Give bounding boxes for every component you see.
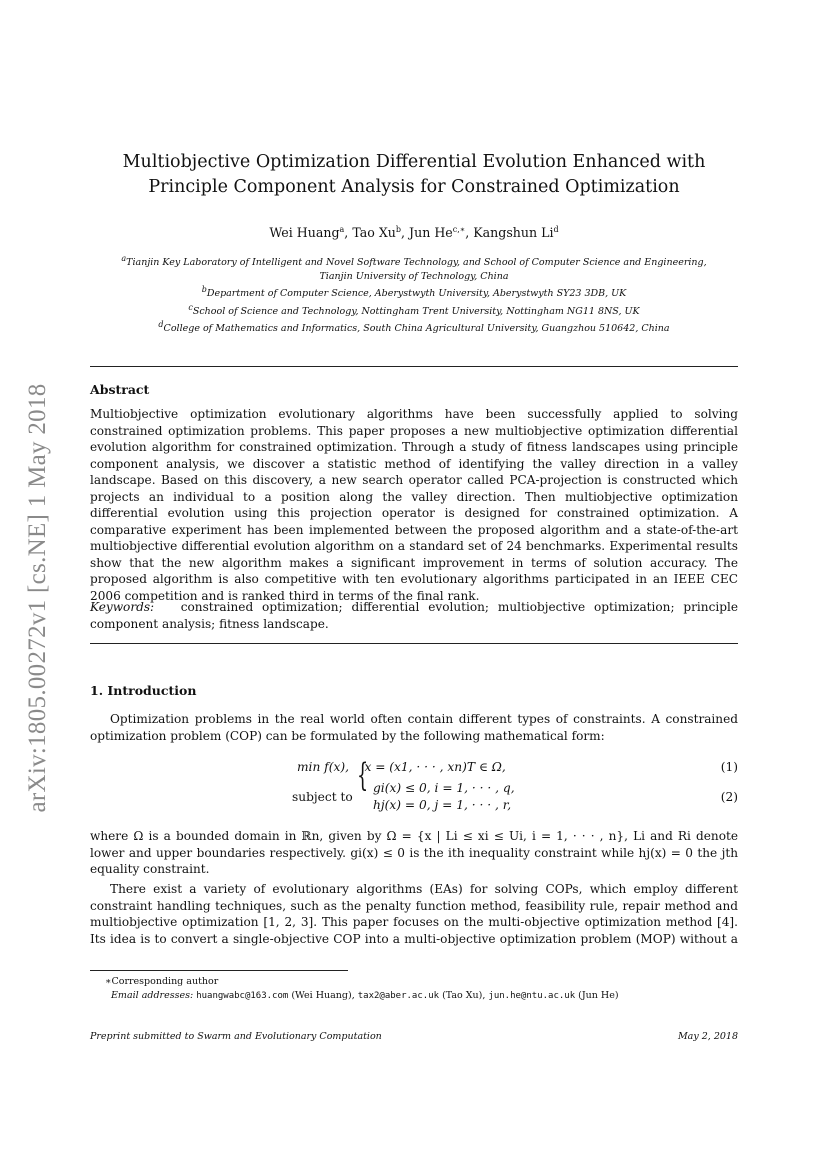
abstract-top-rule — [90, 366, 738, 367]
keywords — [90, 599, 738, 632]
affiliations — [90, 252, 738, 336]
equation-2-number: (2) — [720, 790, 738, 804]
arxiv-identifier: arXiv:1805.00272v1 [cs.NE] 1 May 2018 — [24, 383, 51, 813]
title-line-1: Multiobjective Optimization Differential Evolution Enhanced with — [122, 152, 706, 172]
eq1-lhs: min f(x), — [297, 760, 349, 774]
intro-paragraph-1: Optimization problems in the real world often contain different types of constraints. A constrained optimization problem (COP) can be formulated by the following mathematical form: — [90, 712, 738, 743]
intro-paragraph-2 — [90, 828, 738, 878]
email-link[interactable]: huangwabc@163.com — [196, 991, 289, 1001]
affiliation-d: $^d$College of Mathematics and Informatics, South China Agricultural University, Guangzhou 510642, China — [158, 320, 670, 335]
p2-line-1: where Ω is a bounded domain in ℝn, given by Ω = {x | Li ≤ xi ≤ Ui, i = 1, · · · , n}, Li and Ri denote — [90, 829, 738, 843]
keywords-label: Keywords: — [90, 600, 155, 614]
abstract-body: Multiobjective optimization evolutionary algorithms have been successfully applied to solving constrained optimization problems. This paper proposes a new multiobjective optimization differential evolution algorithm for constrained optimization. Through a study of fitness landscapes using principle component analysis, we discover a statistic method of identifying the valley direction in a valley landscape. Based on this discovery, a new search operator called PCA-projection is constructed which projects an individual to a position along the valley direction. Then multiobjective optimization differential evolution using this projection operator is designed for constrained optimization. A comparative experiment has been implemented between the proposed algorithm and a state-of-the-art multiobjective differential evolution algorithm on a standard set of 24 benchmarks. Experimental results show that the new algorithm makes a significant improvement in terms of solution accuracy. The proposed algorithm is also competitive with ten evolutionary algorithms participated in an IEEE CEC 2006 competition and is ranked third in terms of the final rank. — [90, 407, 738, 603]
equation-1-number: (1) — [720, 760, 738, 774]
email-link[interactable]: jun.he@ntu.ac.uk — [488, 991, 576, 1001]
affiliation-c: $^c$School of Science and Technology, Nottingham Trent University, Nottingham NG11 8NS, UK — [188, 302, 640, 317]
eq2-line-1: gi(x) ≤ 0, i = 1, · · · , q, — [373, 781, 515, 795]
keywords-text: constrained optimization; differential evolution; multiobjective optimization; principle component analysis; fitness landscape. — [90, 600, 738, 631]
equation-1 — [297, 760, 506, 774]
author-list: Wei Huang$^a$, Tao Xu$^b$, Jun $He^{c,∗}$, Kangshun Li$^d$ — [269, 225, 559, 241]
eq2-line-2: hj(x) = 0, j = 1, · · · , r, — [373, 798, 512, 812]
p2-line-2: lower and upper boundaries respectively. gi(x) ≤ 0 is the ith inequality constraint while hj(x) = 0 the jth — [90, 845, 738, 860]
arxiv-sidebar — [0, 0, 70, 1169]
email-owner: (Jun He) — [578, 990, 619, 1001]
email-owner: (Tao Xu), — [442, 990, 486, 1001]
author-name: Tao Xu — [352, 225, 396, 241]
author-name: Wei Huang — [269, 225, 340, 241]
footnote-rule — [90, 970, 348, 971]
affiliation-b: $^b$Department of Computer Science, Aberystwyth University, Aberystwyth SY23 3DB, UK — [201, 284, 627, 300]
author-mark: d — [553, 225, 559, 234]
eq1-rhs: x = (x1, · · · , xn)T ∈ Ω, — [364, 760, 506, 774]
email-label: Email addresses: — [111, 990, 194, 1001]
footnote-emails — [111, 990, 619, 1001]
p2-line-3: equality constraint. — [90, 862, 210, 876]
intro-paragraph-3: There exist a variety of evolutionary algorithms (EAs) for solving COPs, which employ different constraint handling techniques, such as the penalty function method, feasibility rule, repair method and multiobjective optimization [1, 2, 3]. This paper focuses on the multi-objective optimization method [4]. Its idea is to convert a single-objective COP into a multi-objective optimization problem (MOP) without a — [90, 882, 738, 946]
abstract-heading: Abstract — [90, 382, 150, 397]
section-heading: 1. Introduction — [90, 683, 197, 698]
author-mark: a — [339, 225, 345, 234]
email-owner: (Wei Huang), — [291, 990, 355, 1001]
author-name: Kangshun Li — [473, 225, 554, 241]
footnote-corresponding: ∗Corresponding author — [105, 976, 219, 987]
author-name: Jun He — [409, 225, 453, 241]
preprint-note: Preprint submitted to Swarm and Evolutionary Computation — [90, 1031, 382, 1042]
brace-symbol: { — [357, 756, 369, 794]
eq2-label: subject to — [292, 790, 353, 804]
email-link[interactable]: tax2@aber.ac.uk — [357, 991, 440, 1001]
author-mark: c,∗ — [452, 225, 466, 234]
preprint-date: May 2, 2018 — [677, 1031, 738, 1042]
affiliation-a-cont: Tianjin University of Technology, China — [319, 270, 509, 282]
abstract-bottom-rule — [90, 643, 738, 644]
affiliation-a: $^a$Tianjin Key Laboratory of Intelligent and Novel Software Technology, and School of Computer Science and Engineering, — [121, 254, 707, 269]
paper-title — [90, 150, 738, 200]
title-line-2: Principle Component Analysis for Constrained Optimization — [148, 177, 680, 197]
author-mark: b — [395, 225, 402, 234]
